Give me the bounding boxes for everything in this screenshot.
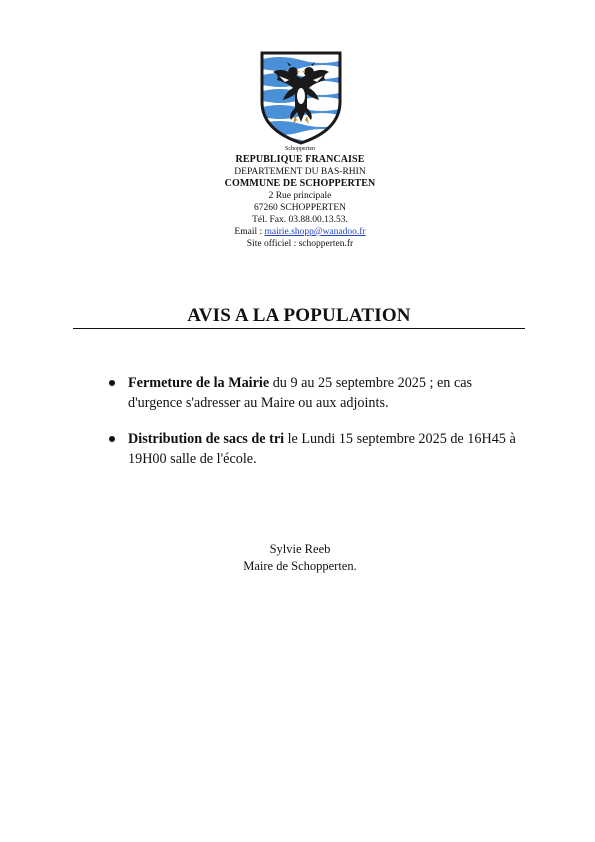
email-line <box>170 226 430 238</box>
notice-item <box>109 373 525 413</box>
republic-line: REPUBLIQUE FRANCAISE <box>235 154 365 165</box>
department-line: DEPARTEMENT DU BAS-RHIN <box>234 167 366 177</box>
notice-list <box>109 373 525 485</box>
notice-text: le Lundi 15 septembre 2025 de 16H45 à 19H00 salle de l'école. <box>128 431 516 467</box>
signature-block <box>200 541 400 575</box>
notice-item <box>109 429 525 469</box>
page-title: AVIS A LA POPULATION <box>187 305 411 326</box>
notice-heading: Fermeture de la Mairie <box>128 375 270 391</box>
address-city: 67260 SCHOPPERTEN <box>253 203 347 213</box>
notice-text: du 9 au 25 septembre 2025 ; en cas d'urgence s'adresser au Maire ou aux adjoints. <box>128 375 473 411</box>
letterhead <box>170 145 430 250</box>
website-line: Site officiel : schopperten.fr <box>246 239 354 249</box>
commune-crest-icon <box>259 50 343 146</box>
address-street: 2 Rue principale <box>268 191 332 201</box>
bullet-icon <box>109 436 115 442</box>
signatory-role: Maire de Schopperten. <box>243 559 357 573</box>
email-label: Email : <box>234 227 265 237</box>
phone-fax: Tél. Fax. 03.88.00.13.53. <box>252 215 348 225</box>
signatory-name: Sylvie Reeb <box>269 542 331 556</box>
bullet-icon <box>109 380 115 386</box>
crest-caption: Schopperten <box>285 146 315 152</box>
email-link[interactable]: mairie.shopp@wanadoo.fr <box>264 227 366 237</box>
title-underline <box>73 328 525 329</box>
notice-heading: Distribution de sacs de tri <box>128 431 285 447</box>
commune-line: COMMUNE DE SCHOPPERTEN <box>224 178 376 189</box>
